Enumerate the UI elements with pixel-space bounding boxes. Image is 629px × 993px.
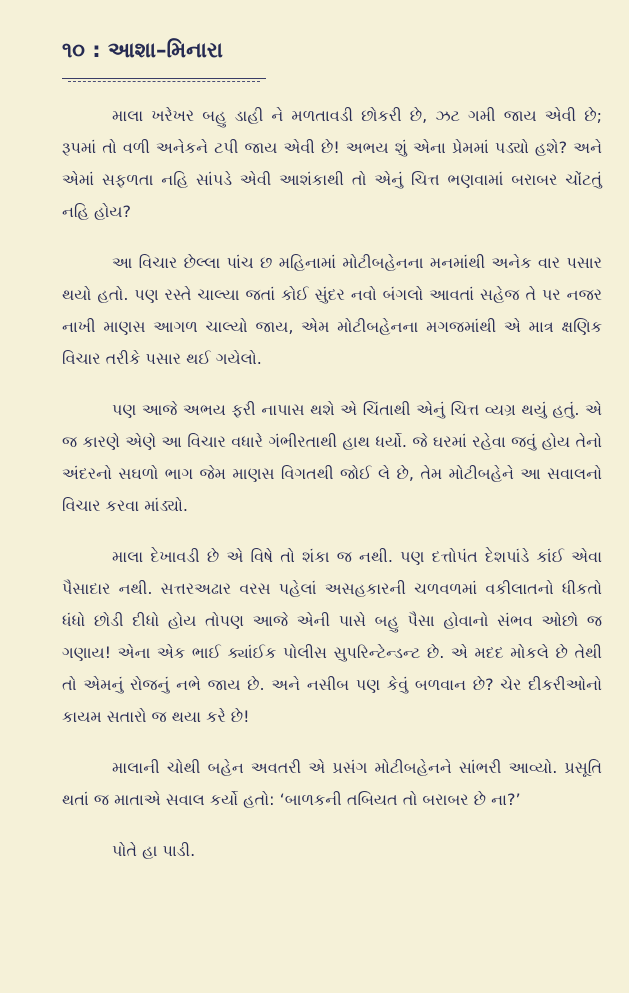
paragraph-3: પણ આજે અભય ફરી નાપાસ થશે એ ચિંતાથી એનું ચિત્ત વ્યગ્ર થયું હતું. એ જ કારણે એણે આ વિચાર વધારે ગંભીરતાથી હાથ ધર્યો. જે ઘરમાં રહેવા જવું હોય તેનો અંદરનો સઘળો ભાગ જેમ માણસ વિગતથી જોઈ લે છે, તેમ મોટીબહેને આ સવાલનો વિચાર કરવા માંડ્યો. — [62, 400, 602, 515]
paragraph-5: માલાની ચોથી બહેન અવતરી એ પ્રસંગ મોટીબહેનને સાંભરી આવ્યો. પ્રસૂતિ થતાં જ માતાએ સવાલ કર્યો હતો: ‘બાળકની તબિયત તો બરાબર છે ના?’ — [62, 758, 602, 809]
page-body — [62, 100, 602, 867]
chapter-heading: ૧૦ : આશા–મિનારા — [62, 38, 223, 62]
paragraph-1: માલા ખરેખર બહુ ડાહી ને મળતાવડી છોકરી છે, ઝટ ગમી જાય એવી છે; રૂપમાં તો વળી અનેકને ટપી જાય એવી છે! અભય શું એના પ્રેમમાં પડ્યો હશે? અને એમાં સફળતા નહિ સાંપડે એવી આશંકાથી તો એનું ચિત્ત ભણવામાં બરાબર ચોંટતું નહિ હોય? — [62, 106, 602, 221]
heading-underline — [62, 78, 266, 81]
paragraph-2: આ વિચાર છેલ્લા પાંચ છ મહિનામાં મોટીબહેનના મનમાંથી અનેક વાર પસાર થયો હતો. પણ રસ્તે ચાલ્યા જતાં કોઈ સુંદર નવો બંગલો આવતાં સહેજ તે પર નજર નાખી માણસ આગળ ચાલ્યો જાય, એમ મોટીબહેનના મગજમાંથી એ માત્ર ક્ષણિક વિચાર તરીકે પસાર થઈ ગયેલો. — [62, 253, 602, 368]
paragraph-4: માલા દેખાવડી છે એ વિષે તો શંકા જ નથી. પણ દત્તોપંત દેશપાંડે કાંઈ એવા પૈસાદાર નથી. સત્તરઅઢાર વરસ પહેલાં અસહકારની ચળવળમાં વકીલાતનો ધીકતો ધંધો છોડી દીધો હોય તોપણ આજે એની પાસે બહુ પૈસા હોવાનો સંભવ ઓછો જ ગણાય! એના એક ભાઈ ક્યાંઈક પોલીસ સુપરિન્ટેન્ડન્ટ છે. એ મદદ મોકલે છે તેથી તો એમનું રોજનું નભે જાય છે. અને નસીબ પણ કેવું બળવાન છે? ચેર દીકરીઓનો કાયમ સતારો જ થયા કરે છે! — [62, 547, 602, 726]
paragraph-6: પોતે હા પાડી. — [112, 841, 196, 860]
